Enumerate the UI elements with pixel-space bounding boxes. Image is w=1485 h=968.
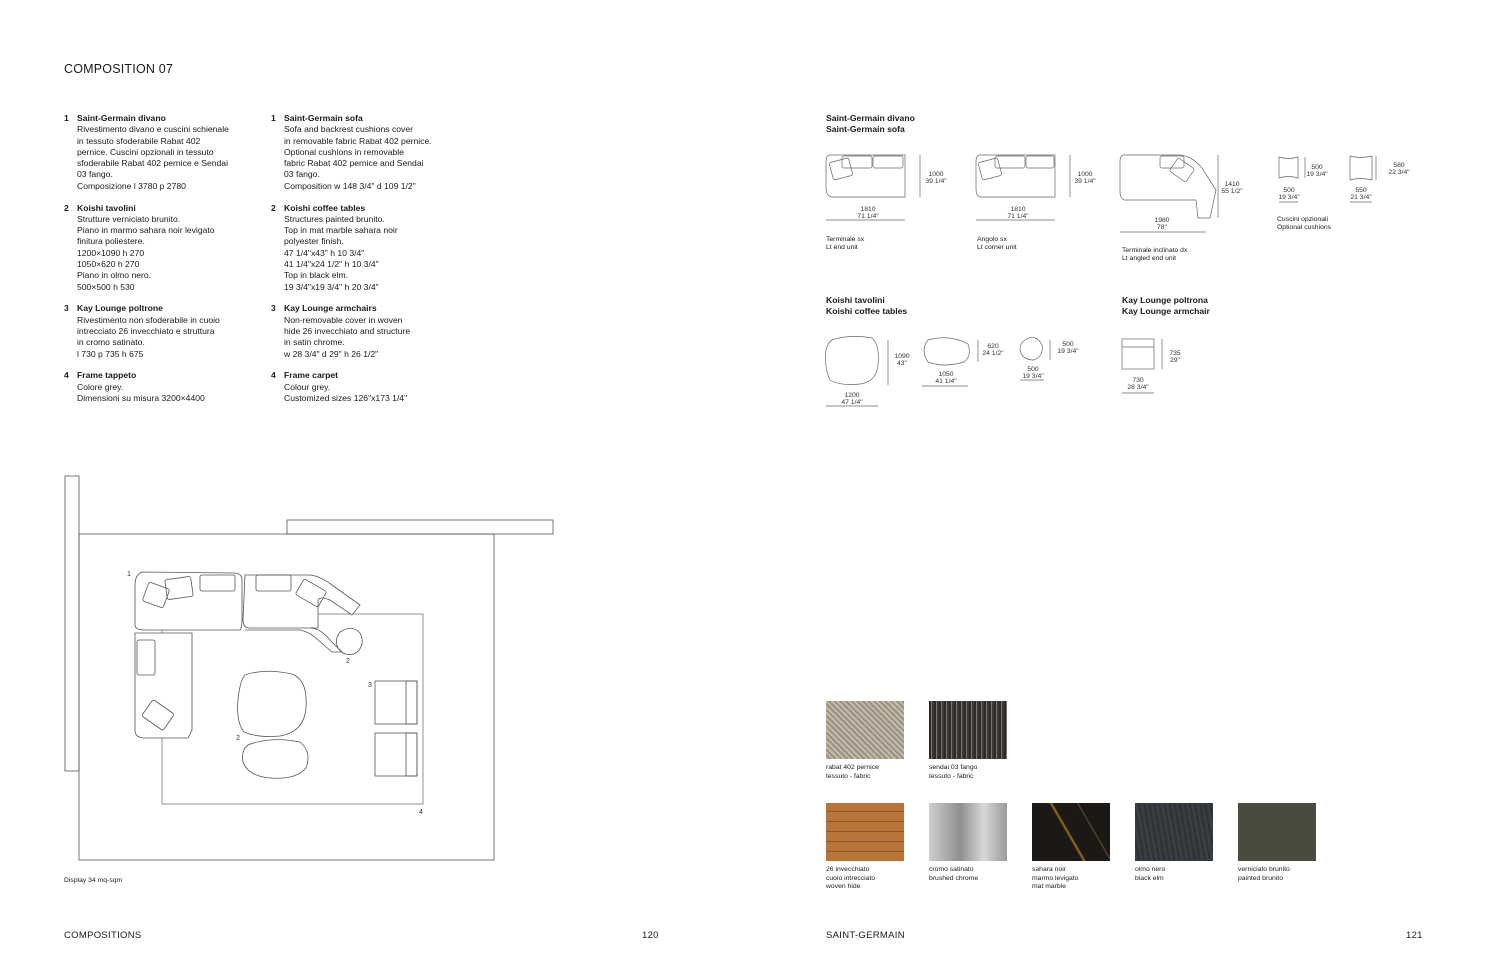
spec-item-line: Colour grey. xyxy=(284,381,331,392)
spec-item-number: 3 xyxy=(271,303,276,314)
spec-item-line: Composition w 148 3/4" d 109 1/2" xyxy=(284,180,416,191)
svg-text:550: 550 xyxy=(1355,187,1367,194)
spec-item-line: Dimensioni su misura 3200×4400 xyxy=(77,393,205,404)
spec-item-line: in removable fabric Rabat 402 pernice. xyxy=(284,135,432,146)
svg-text:19 3/4": 19 3/4" xyxy=(1306,171,1328,178)
spec-item-heading: Koishi coffee tables xyxy=(284,202,366,213)
cushion-drawing xyxy=(1350,156,1372,180)
spec-item-line: in tessuto sfoderabile Rabat 402 xyxy=(77,135,201,146)
svg-text:1050: 1050 xyxy=(938,371,954,378)
unit-label: Terminale inclinato dx Lt angled end unit xyxy=(1122,247,1188,263)
sofa-end-unit xyxy=(135,572,242,630)
spec-item-heading: Kay Lounge poltrone xyxy=(77,303,163,314)
spec-item-heading: Frame carpet xyxy=(284,370,338,381)
unit-label: Terminale sx Lt end unit xyxy=(826,236,865,252)
spec-item-line: 41 1/4"x24 1/2" h 10 3/4" xyxy=(284,259,379,270)
armchair-back xyxy=(406,681,417,724)
svg-text:500: 500 xyxy=(1062,341,1074,348)
svg-text:24 1/2": 24 1/2" xyxy=(982,350,1004,357)
spec-item-line: w 28 3/4" d 29" h 26 1/2" xyxy=(284,348,379,359)
plan-label-armchair: 3 xyxy=(368,682,372,689)
tables-heading: Koishi tavolini Koishi coffee tables xyxy=(826,295,908,317)
svg-text:1410: 1410 xyxy=(1224,181,1240,188)
plan-label-carpet: 4 xyxy=(419,809,423,816)
swatch-black-elm: olmo nero black elm xyxy=(1135,803,1213,883)
spec-item-line: Top in black elm. xyxy=(284,270,349,281)
coffee-table-large xyxy=(238,671,307,736)
svg-text:730: 730 xyxy=(1132,377,1144,384)
spec-item-line: 03 fango. xyxy=(77,169,113,180)
svg-text:19 3/4": 19 3/4" xyxy=(1022,373,1044,380)
technical-drawings xyxy=(820,140,1440,410)
spec-item-line: polyester finish. xyxy=(284,236,344,247)
svg-text:71 1/4": 71 1/4" xyxy=(1007,213,1029,220)
armchair-heading: Kay Lounge poltrona Kay Lounge armchair xyxy=(1122,295,1210,317)
swatch-woven-hide: 26 invecchiato cuoio intrecciato woven hide xyxy=(826,803,904,892)
spec-item-line: 03 fango. xyxy=(284,169,320,180)
svg-text:71 1/4": 71 1/4" xyxy=(857,213,879,220)
spec-item-line: finitura poliestere. xyxy=(77,236,145,247)
svg-text:1090: 1090 xyxy=(894,353,910,360)
svg-text:620: 620 xyxy=(987,343,999,350)
svg-text:78": 78" xyxy=(1157,224,1167,231)
svg-text:19 3/4": 19 3/4" xyxy=(1278,194,1300,201)
page-number-right: 121 xyxy=(1406,930,1423,941)
spec-item-number: 4 xyxy=(64,370,69,381)
display-note: Display 34 mq-sqm xyxy=(64,877,123,884)
armchair-drawing xyxy=(1122,339,1154,369)
spec-item-line: in satin chrome. xyxy=(284,337,345,348)
spec-item-line: hide 26 invecchiato and structure xyxy=(284,326,411,337)
spec-item-line: 500×500 h 530 xyxy=(77,281,135,292)
spec-item-heading: Kay Lounge armchairs xyxy=(284,303,377,314)
page-title: COMPOSITION 07 xyxy=(64,62,174,76)
spec-item-number: 1 xyxy=(271,113,276,123)
spec-item-line: 1200×1090 h 270 xyxy=(77,247,145,258)
swatch-brunito: verniciato brunito painted brunito xyxy=(1238,803,1316,883)
svg-text:500: 500 xyxy=(1027,366,1039,373)
swatch-rabat: rabat 402 pernice tessuto - fabric xyxy=(826,701,904,781)
footer-section-right: SAINT-GERMAIN xyxy=(826,930,905,941)
page-number-left: 120 xyxy=(642,930,659,941)
spec-item-line: Strutture verniciato brunito. xyxy=(77,213,181,224)
svg-text:22 3/4": 22 3/4" xyxy=(1388,169,1410,176)
spec-item-line: Composizione l 3780 p 2780 xyxy=(77,180,186,191)
footer-section-left: COMPOSITIONS xyxy=(64,930,142,941)
plan-label-table: 2 xyxy=(346,658,350,665)
svg-text:39 1/4": 39 1/4" xyxy=(1074,178,1096,185)
spec-item-line: 19 3/4"x19 3/4" h 20 3/4" xyxy=(284,281,379,292)
sofa-angled-unit-drawing xyxy=(1120,155,1216,218)
spec-item-line: l 730 p 735 h 675 xyxy=(77,348,144,359)
spec-item-number: 3 xyxy=(64,303,69,314)
sofa-heading: Saint-Germain divano Saint-Germain sofa xyxy=(826,113,915,135)
armchair xyxy=(375,733,417,776)
spec-item-line: sfoderabile Rabat 402 pernice e Sendai xyxy=(77,158,228,169)
spec-item-line: Piano in olmo nero. xyxy=(77,270,152,281)
spec-item-line: Customized sizes 126"x173 1/4" xyxy=(284,393,408,404)
sofa-side-unit xyxy=(135,633,192,738)
swatch-marble: sahara noir marmo levigato mat marble xyxy=(1032,803,1110,892)
svg-text:1000: 1000 xyxy=(928,171,944,178)
spec-item-heading: Saint-Germain divano xyxy=(77,113,166,123)
armchair-back xyxy=(406,733,417,776)
svg-text:500: 500 xyxy=(1311,164,1323,171)
unit-label: Angolo sx Lt corner unit xyxy=(977,236,1017,252)
svg-text:29": 29" xyxy=(1170,357,1180,364)
coffee-table-medium-drawing xyxy=(924,338,969,365)
cushion-drawing xyxy=(1279,157,1298,178)
coffee-table-large-drawing xyxy=(826,336,879,384)
spec-item-number: 4 xyxy=(271,370,276,381)
svg-text:1000: 1000 xyxy=(1077,171,1093,178)
spec-item-number: 2 xyxy=(64,202,69,213)
sofa-end-unit-drawing xyxy=(826,155,905,197)
coffee-table-small-drawing xyxy=(1020,337,1042,360)
coffee-table-medium xyxy=(243,740,308,779)
spec-item-line: Structures painted brunito. xyxy=(284,213,385,224)
spec-item-line: Top in mat marble sahara noir xyxy=(284,225,398,236)
svg-text:21 3/4": 21 3/4" xyxy=(1350,194,1372,201)
spec-item-heading: Frame tappeto xyxy=(77,370,137,381)
wall-top xyxy=(287,520,553,534)
plan-label-table: 2 xyxy=(236,735,240,742)
swatch-sendai: sendai 03 fango tessuto - fabric xyxy=(929,701,1007,781)
spec-item-line: 47 1/4"x43" h 10 3/4" xyxy=(284,247,365,258)
spec-item-line: fabric Rabat 402 pernice and Sendai xyxy=(284,158,424,169)
svg-text:47 1/4": 47 1/4" xyxy=(841,399,863,406)
spec-item-line: Rivestimento non sfoderabile in cuoio xyxy=(77,314,220,325)
spec-item-heading: Koishi tavolini xyxy=(77,202,136,213)
svg-text:43": 43" xyxy=(897,360,907,367)
spec-item-line: Optional cushions in removable xyxy=(284,146,404,157)
spec-item-number: 1 xyxy=(64,113,69,123)
spec-item-line: pernice. Cuscini opzionali in tessuto xyxy=(77,146,214,157)
spec-item-line: Sofa and backrest cushions cover xyxy=(284,124,413,135)
svg-text:500: 500 xyxy=(1283,187,1295,194)
swatch-chrome: cromo satinato brushed chrome xyxy=(929,803,1007,883)
wall-left xyxy=(65,476,79,771)
svg-text:1200: 1200 xyxy=(844,392,860,399)
svg-text:1980: 1980 xyxy=(1154,217,1170,224)
spec-item-line: Non-removable cover in woven xyxy=(284,314,403,325)
spec-item-number: 2 xyxy=(271,202,276,213)
cushions-label: Cuscini opzionali Optional cushions xyxy=(1277,216,1332,232)
svg-text:1810: 1810 xyxy=(860,206,876,213)
armchair xyxy=(375,681,417,724)
spec-item-heading: Saint-Germain sofa xyxy=(284,113,363,123)
coffee-table-small xyxy=(336,628,362,654)
spec-item-line: Piano in marmo sahara noir levigato xyxy=(77,225,215,236)
sofa-angled-base xyxy=(245,628,342,652)
plan-label-sofa: 1 xyxy=(127,571,131,578)
svg-text:39 1/4": 39 1/4" xyxy=(925,178,947,185)
floor-plan xyxy=(0,0,600,900)
spec-item-line: 1050×620 h 270 xyxy=(77,259,140,270)
carpet-outline xyxy=(162,614,423,804)
spec-item-line: in cromo satinato. xyxy=(77,337,145,348)
svg-text:28 3/4": 28 3/4" xyxy=(1127,384,1149,391)
svg-text:19 3/4": 19 3/4" xyxy=(1057,348,1079,355)
spec-item-line: Rivestimento divano e cuscini schienale xyxy=(77,124,229,135)
spec-item-line: Colore grey. xyxy=(77,381,124,392)
svg-text:55 1/2": 55 1/2" xyxy=(1221,188,1243,195)
spec-item-line: intrecciato 26 invecchiato e struttura xyxy=(77,326,215,337)
svg-text:41 1/4": 41 1/4" xyxy=(935,378,957,385)
sofa-corner-unit-drawing xyxy=(976,155,1055,197)
svg-text:580: 580 xyxy=(1393,162,1405,169)
svg-text:735: 735 xyxy=(1169,350,1181,357)
svg-text:1810: 1810 xyxy=(1010,206,1026,213)
